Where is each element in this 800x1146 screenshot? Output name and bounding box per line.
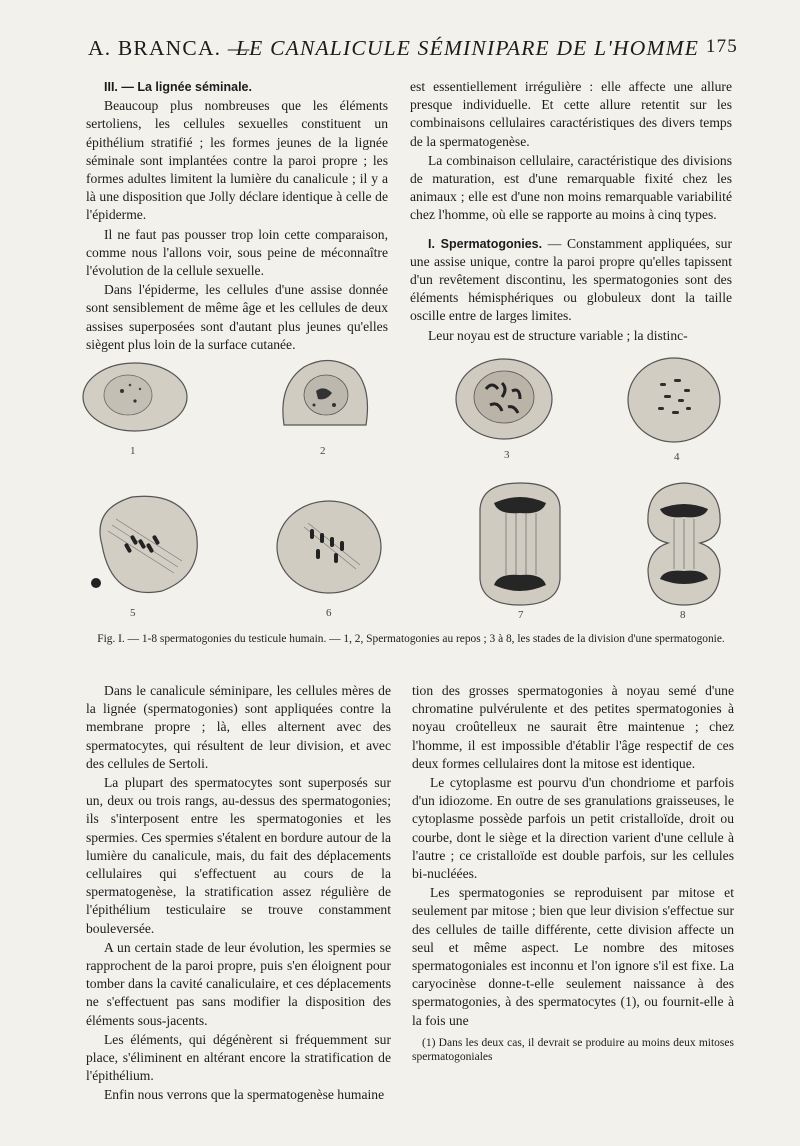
figure-label-6: 6 (326, 607, 332, 619)
paragraph-spermatogonies (410, 235, 732, 326)
figure-mitosis-plate (86, 355, 736, 627)
figure-label-5: 5 (130, 607, 136, 619)
paragraph: Enfin nous verrons que la spermatogenèse humaine (104, 1087, 385, 1103)
column-bottom-left (86, 682, 391, 1105)
column-top-right (410, 78, 732, 345)
figure-label-3: 3 (504, 449, 510, 461)
footnote: (1) Dans les deux cas, il devrait se produire au moins deux mitoses spermatogoniales (412, 1036, 734, 1063)
paragraph: Dans le canalicule séminipare, les cellules mères de la lignée (spermatogonies) sont appliquées contre la membrane propre ; là, elles alternent avec des spermatocytes, qui résultent de leur division, et avec des cellules de Sertoli. (86, 683, 391, 771)
header-title: LE CANALICULE SÉMINIPARE DE L'HOMME (236, 36, 700, 60)
cell-illustration-8 (642, 479, 726, 609)
subsection-text: — Constamment appliquées, sur une assise unique, contre la paroi propre qu'elles tapissent d'un revêtement discontinu, les spermatogonies sont des éléments hémisphériques ou globuleux dont la taille oscille entre de larges limites. (410, 235, 732, 324)
caption-text: 1, 2, Spermatogonies au repos ; 3 à 8, les stades de la division d'une spermatogonie. (340, 633, 725, 645)
paragraph: Beaucoup plus nombreuses que les éléments sertoliens, les cellules sexuelles constituent un épithélium stratifié ; les formes jeunes de la lignée séminale sont implantées contre la paroi propre ; les formes adultes limitent la lumière du canalicule ; il y a là une disposition que Jolly déclare identique à celle de l'épiderme. (86, 98, 388, 223)
column-bottom-right (412, 682, 734, 1064)
paragraph: La plupart des spermatocytes sont superposés sur un, deux ou trois rangs, au-dessus des spermatogonies; ils s'interposent entre les spermatogonies et les spermies. Ces spermies s'étalent en bordure autour de la lumière du canalicule, mais, du fait des déplacements cellulaires qui s'effectuent au cours de la spermatogenèse, la stratification assez régulière de l'épithélium testiculaire se trouve constamment bouleversée. (86, 775, 391, 936)
page-number: 175 (705, 36, 738, 57)
paragraph: Il ne faut pas pousser trop loin cette comparaison, comme nous l'allons voir, sous peine de méconnaître l'évolution de la cellule sexuelle. (86, 226, 388, 279)
subsection-heading: I. Spermatogonies. (428, 236, 543, 251)
figure-label-8: 8 (680, 609, 686, 621)
paragraph: Le cytoplasme est pourvu d'un chondriome et parfois d'un idiozome. En outre de ses granulations graisseuses, le cytoplasme possède parfois un petit cristalloïde, droit ou courbe, dont le siège et la direction varient d'une cellule à l'autre ; ce cristalloïde est double parfois, sur les cellules bi-nucléées. (412, 775, 734, 882)
figure-label-1: 1 (130, 445, 136, 457)
paragraph: La combinaison cellulaire, caractéristique des divisions de maturation, est d'une remarquable fixité chez les animaux ; elle est d'une non moins remarquable variabilité chez l'homme, où elle se rapporte au moins à cinq types. (410, 152, 732, 223)
cell-illustration-4 (624, 355, 724, 445)
paragraph: Leur noyau est de structure variable ; la distinc- (428, 327, 688, 343)
cell-illustration-7 (472, 479, 568, 609)
caption-lead: Fig. I. — 1-8 spermatogonies du testicule humain. — (97, 633, 341, 645)
figure-label-2: 2 (320, 445, 326, 457)
figure-label-7: 7 (518, 609, 524, 621)
figure-label-4: 4 (674, 451, 680, 463)
paragraph: Les spermatogonies se reproduisent par mitose et seulement par mitose ; bien que leur division s'effectue sur des cellules de taille différente, cette division affecte un seul et même aspect. Le nombre des mitoses spermatogoniales est inconnu et l'on ignore s'il est fixe. La caryocinèse donne-t-elle seulement naissance à des spermatogonies, à des spermatocytes (1), ou fournit-elle à la fois une (412, 885, 734, 1028)
cell-illustration-6 (274, 497, 384, 597)
cell-illustration-5 (82, 485, 206, 603)
cell-illustration-1 (80, 357, 190, 437)
paragraph: est essentiellement irrégulière : elle affecte une allure presque individuelle. Et cette allure retentit sur les combinaisons cellulaires caractéristiques des divers temps de la spermatogenèse. (410, 79, 732, 149)
paragraph: Dans l'épiderme, les cellules d'une assise donnée sont sensiblement de même âge et les cellules de deux assises superposées sont d'autant plus jeunes qu'elles siègent plus loin de la surface cutanée. (86, 282, 388, 352)
header-author: A. BRANCA. — (88, 36, 251, 60)
running-header (88, 36, 738, 70)
paragraph: tion des grosses spermatogonies à noyau semé d'une chromatine pulvérulente et des petites spermatogonies à noyau croûtelleux ne saurait être maintenue ; chez l'homme, il est impossible d'établir l'âge respectif de ces deux formes cellulaires dont la mitose est identique. (412, 683, 734, 771)
column-top-left (86, 78, 388, 354)
section-title: III. — La lignée séminale. (104, 80, 252, 94)
paragraph: A un certain stade de leur évolution, les spermies se rapprochent de la paroi propre, puis s'en éloignent pour tomber dans la cavité canaliculaire, et ces déplacements ne s'effectuent pas sans modifier la disposition des éléments sous-jacents. (86, 939, 391, 1028)
figure-caption (86, 632, 736, 646)
paragraph: Les éléments, qui dégénèrent si fréquemment sur place, s'éliminent en altérant encore la stratification de l'épithélium. (86, 1031, 391, 1084)
cell-illustration-3 (452, 355, 556, 443)
cell-illustration-2 (274, 355, 374, 439)
